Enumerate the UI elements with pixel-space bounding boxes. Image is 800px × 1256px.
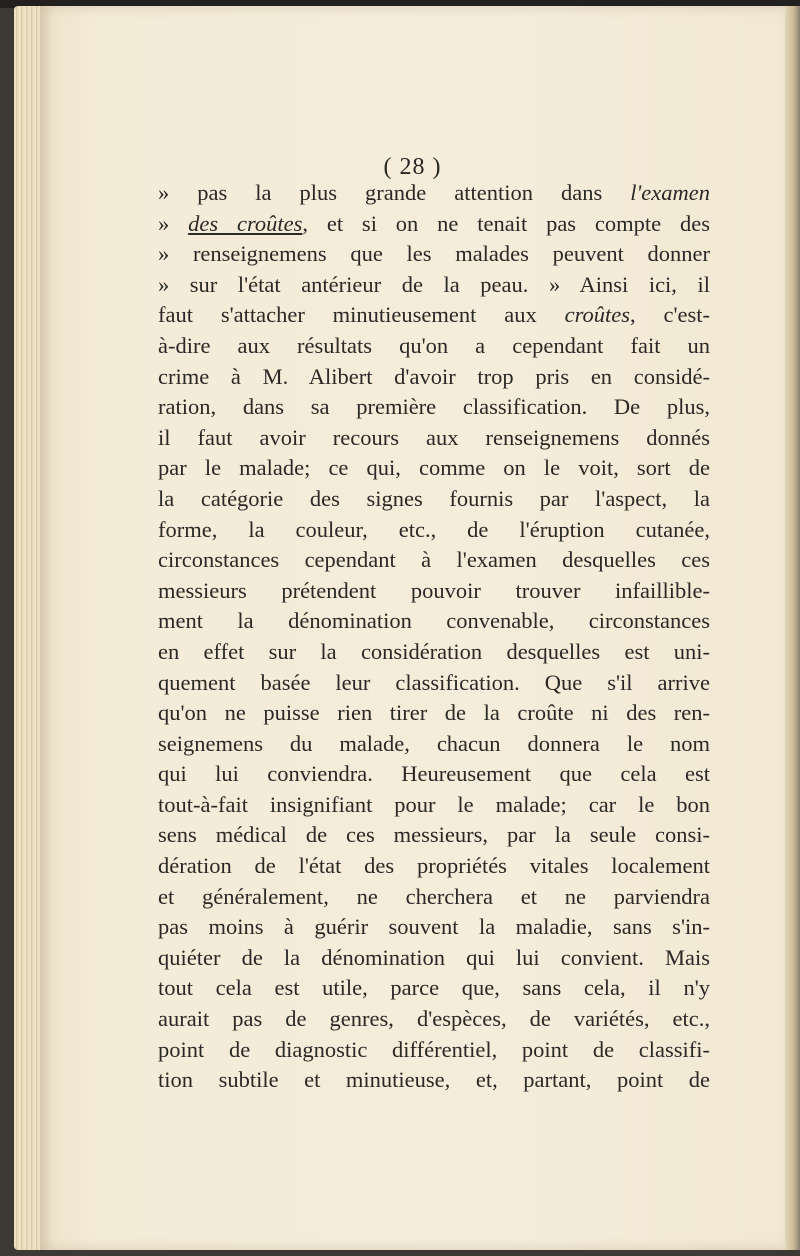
text-line <box>158 882 710 913</box>
text-line <box>158 178 710 209</box>
page-right-edge <box>785 6 800 1250</box>
text-segment: dération de l'état des propriétés vitales localement <box>158 853 710 879</box>
text-segment: sens médical de ces messieurs, par la seule consi- <box>158 822 710 848</box>
text-segment: point de diagnostic différentiel, point de classifi- <box>158 1036 710 1062</box>
text-segment: par le malade; ce qui, comme on le voit, sort de <box>158 455 710 481</box>
text-line <box>158 1065 710 1096</box>
text-line <box>158 637 710 668</box>
text-line <box>158 423 710 454</box>
text-line <box>158 1004 710 1035</box>
text-line <box>158 362 710 393</box>
text-segment: quement basée leur classification. Que s'il arrive <box>158 669 710 695</box>
text-segment: croûtes <box>564 302 630 328</box>
text-segment: messieurs prétendent pouvoir trouver infaillible- <box>158 577 710 603</box>
text-line <box>158 515 710 546</box>
text-line <box>158 270 710 301</box>
text-segment: en effet sur la considération desquelles est uni- <box>158 638 710 664</box>
text-segment: crime à M. Alibert d'avoir trop pris en considé- <box>158 363 710 389</box>
text-segment: » pas la plus grande attention dans <box>158 180 631 205</box>
text-segment: » renseignemens que les malades peuvent donner <box>158 241 710 267</box>
text-segment: circonstances cependant à l'examen desquelles ces <box>158 547 710 573</box>
text-line <box>158 606 710 637</box>
text-line <box>158 790 710 821</box>
text-segment: à-dire aux résultats qu'on a cependant fait un <box>158 332 710 358</box>
text-segment: » sur l'état antérieur de la peau. » Ainsi ici, il <box>158 271 710 297</box>
text-segment: ment la dénomination convenable, circonstances <box>158 608 710 634</box>
text-segment: seignemens du malade, chacun donnera le nom <box>158 730 710 756</box>
text-line <box>158 1035 710 1066</box>
text-line <box>158 392 710 423</box>
text-segment: , et si on ne tenait pas compte des <box>302 210 710 236</box>
text-line <box>158 759 710 790</box>
text-line <box>158 820 710 851</box>
text-segment: la catégorie des signes fournis par l'aspect, la <box>158 485 710 511</box>
text-segment: pas moins à guérir souvent la maladie, sans s'in- <box>158 914 710 940</box>
text-segment: qu'on ne puisse rien tirer de la croûte ni des ren- <box>158 700 710 726</box>
text-line <box>158 484 710 515</box>
text-segment: tion subtile et minutieuse, et, partant, point de <box>158 1067 710 1093</box>
text-line <box>158 668 710 699</box>
text-line <box>158 973 710 1004</box>
text-segment: qui lui conviendra. Heureusement que cela est <box>158 761 710 787</box>
text-line <box>158 300 710 331</box>
text-line <box>158 209 710 240</box>
text-line <box>158 331 710 362</box>
text-segment: l'examen <box>630 180 710 205</box>
text-line <box>158 453 710 484</box>
text-line <box>158 943 710 974</box>
text-segment: des croûtes <box>188 210 303 236</box>
text-segment: tout cela est utile, parce que, sans cela, il n'y <box>158 975 710 1001</box>
text-segment: » <box>158 210 189 236</box>
text-line <box>158 729 710 760</box>
body-text <box>158 178 710 1096</box>
text-line <box>158 698 710 729</box>
text-line <box>158 239 710 270</box>
text-segment: et généralement, ne cherchera et ne parviendra <box>158 883 710 909</box>
text-segment: il faut avoir recours aux renseignemens donnés <box>158 424 710 450</box>
text-line <box>158 576 710 607</box>
text-segment: , c'est- <box>630 302 710 328</box>
text-segment: forme, la couleur, etc., de l'éruption cutanée, <box>158 516 710 542</box>
text-segment: faut s'attacher minutieusement aux <box>158 302 565 328</box>
text-line <box>158 545 710 576</box>
page-number: ( 28 ) <box>383 154 442 180</box>
text-segment: tout-à-fait insignifiant pour le malade; car le bon <box>158 791 710 817</box>
text-line <box>158 851 710 882</box>
text-segment: aurait pas de genres, d'espèces, de variétés, etc., <box>158 1006 710 1032</box>
text-segment: ration, dans sa première classification. De plus, <box>158 394 710 420</box>
text-segment: quiéter de la dénomination qui lui convient. Mais <box>158 944 710 970</box>
text-line <box>158 912 710 943</box>
